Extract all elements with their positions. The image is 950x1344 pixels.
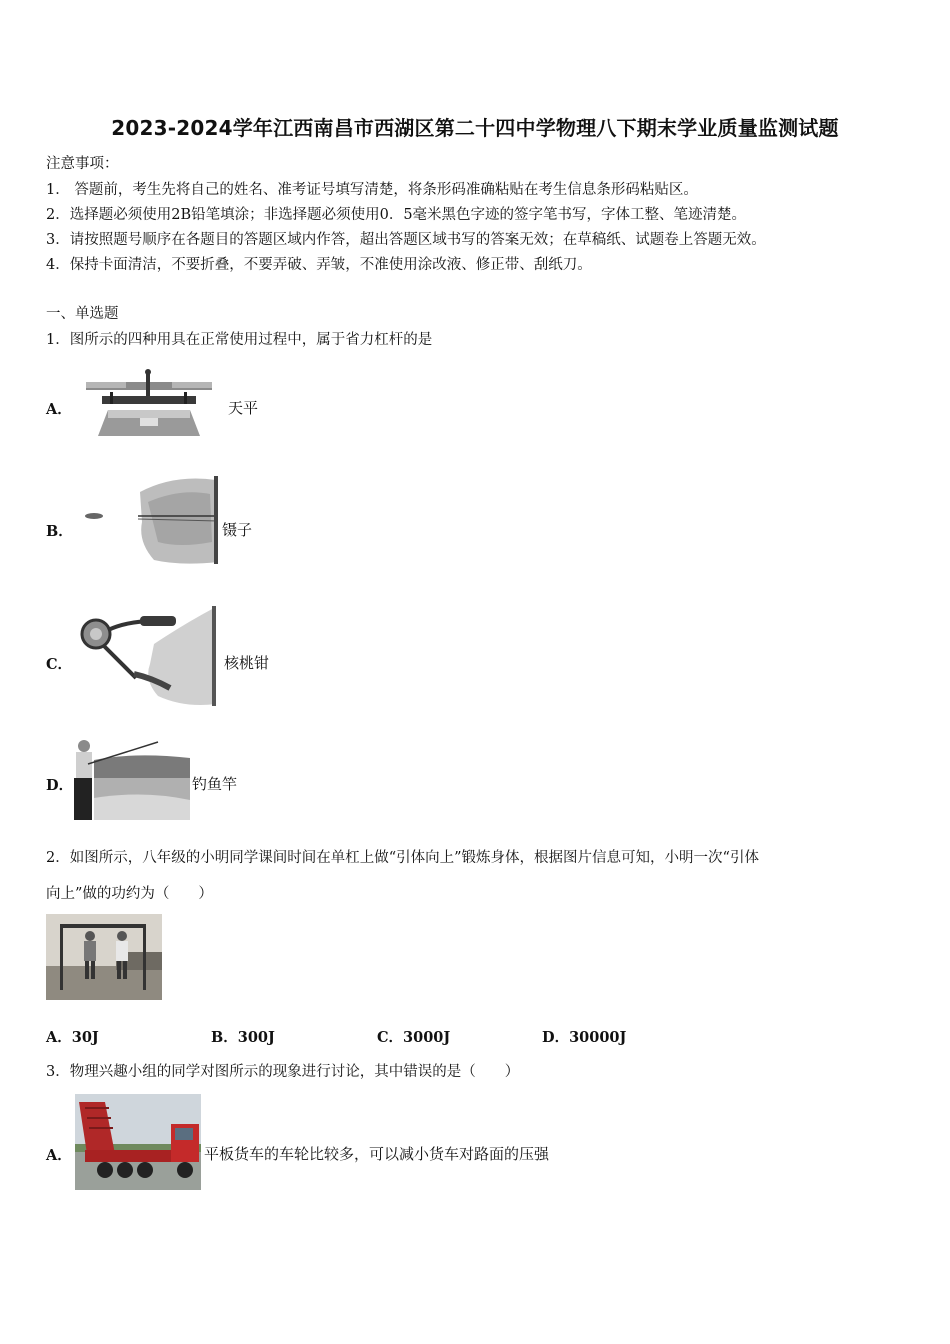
question-2-stem-line2: 向上”做的功约为（ ） <box>46 886 213 902</box>
q1-option-d-text: 钓鱼竿 <box>192 775 238 793</box>
q1-option-a-text: 天平 <box>228 399 259 417</box>
fishing-rod-image <box>74 738 190 820</box>
notice-item-3: 3．请按照题号顺序在各题目的答题区域内作答，超出答题区域书写的答案无效；在草稿纸、试题卷上答题无效。 <box>46 232 766 248</box>
flatbed-truck-image <box>75 1094 201 1190</box>
q2-choice-b: B．300J <box>211 1029 275 1046</box>
q3-option-a-text: 平板货车的车轮比较多，可以减小货车对路面的压强 <box>204 1145 550 1163</box>
notice-heading: 注意事项： <box>46 156 119 172</box>
q1-option-d-letter: D． <box>46 777 74 794</box>
nutcracker-image <box>74 604 218 708</box>
tweezers-image <box>84 472 220 568</box>
notice-item-2: 2．选择题必须使用2B铅笔填涂；非选择题必须使用0．5毫米黑色字迹的签字笔书写，字体工整、笔迹清楚。 <box>46 207 747 223</box>
question-3-stem: 3．物理兴趣小组的同学对图所示的现象进行讨论，其中错误的是（ ） <box>46 1064 520 1080</box>
q2-choice-d: D．30000J <box>542 1029 627 1046</box>
page-title: 2023-2024学年江西南昌市西湖区第二十四中学物理八下期末学业质量监测试题 <box>111 116 839 140</box>
balance-scale-image <box>84 368 214 438</box>
section-heading: 一、单选题 <box>46 306 119 322</box>
q1-option-b-text: 镊子 <box>222 521 253 539</box>
question-2-stem-line1: 2．如图所示，八年级的小明同学课间时间在单杠上做“引体向上”锻炼身体，根据图片信息可知，小明一次“引体 <box>46 850 759 866</box>
q1-option-b-letter: B． <box>46 523 73 540</box>
pull-up-photo <box>46 914 162 1000</box>
q2-choice-a: A．30J <box>46 1029 99 1046</box>
q1-option-c-letter: C． <box>46 656 73 673</box>
q3-option-a-letter: A． <box>46 1147 72 1164</box>
notice-item-4: 4．保持卡面清洁，不要折叠，不要弄破、弄皱，不准使用涂改液、修正带、刮纸刀。 <box>46 257 592 273</box>
q1-option-c-text: 核桃钳 <box>224 654 270 672</box>
q1-option-a-letter: A． <box>46 401 72 418</box>
question-1-stem: 1．图所示的四种用具在正常使用过程中，属于省力杠杆的是 <box>46 332 433 348</box>
notice-item-1: 1． 答题前，考生先将自己的姓名、准考证号填写清楚，将条形码准确粘贴在考生信息条形码粘贴区。 <box>46 182 698 198</box>
q2-choice-c: C．3000J <box>377 1029 451 1046</box>
